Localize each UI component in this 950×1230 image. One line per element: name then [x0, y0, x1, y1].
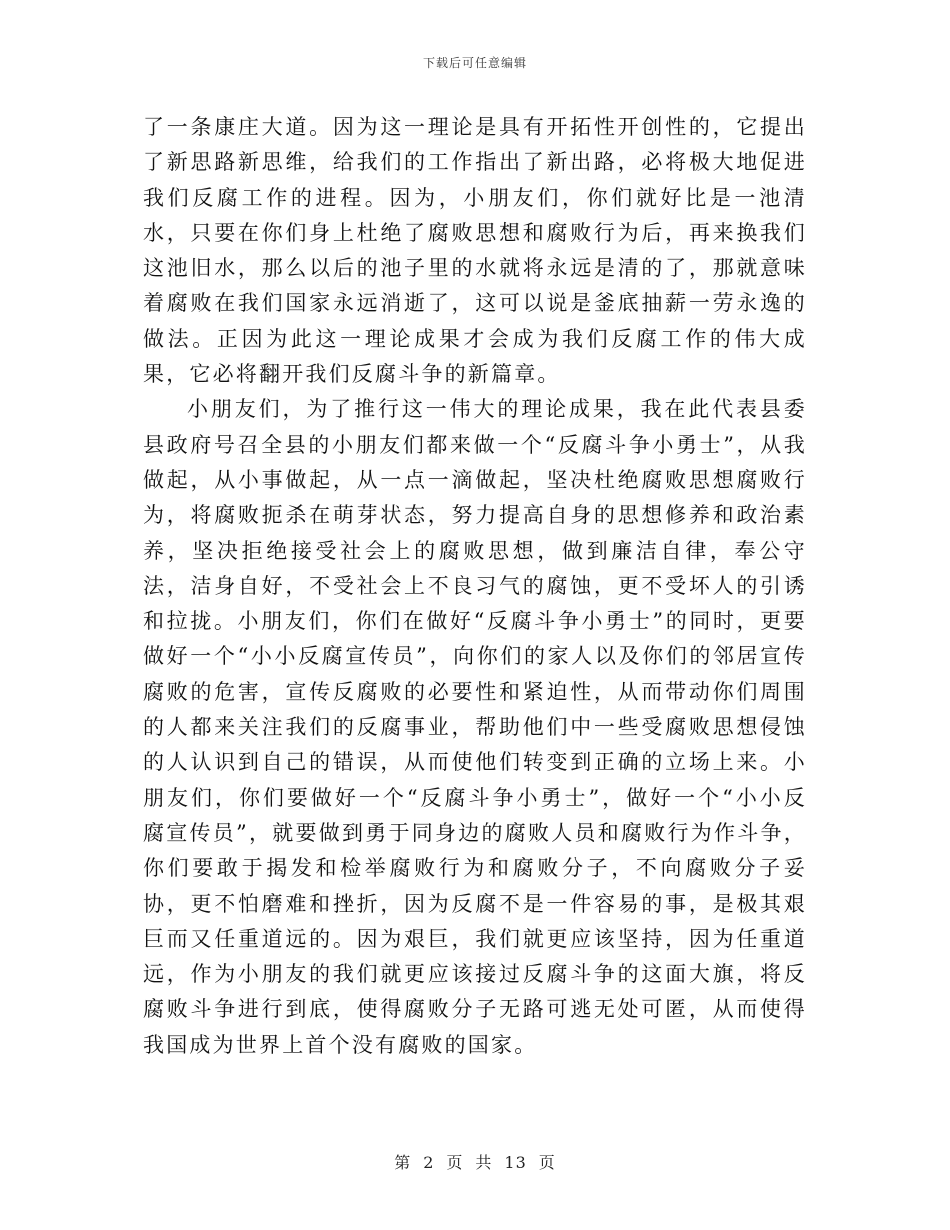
- footer-current-page: 2: [423, 1153, 435, 1172]
- footer-label-ye2: 页: [538, 1153, 556, 1172]
- document-body: [143, 110, 807, 1063]
- header-note: 下载后可任意编辑: [422, 56, 527, 70]
- footer-label-di: 第: [394, 1153, 412, 1172]
- footer-label-gong: 共: [475, 1153, 493, 1172]
- footer-total-pages: 13: [504, 1153, 527, 1172]
- paragraph-2: 小朋友们，为了推行这一伟大的理论成果，我在此代表县委县政府号召全县的小朋友们都来做一个“反腐斗争小勇士”，从我做起，从小事做起，从一点一滴做起，坚决杜绝腐败思想腐败行为，将腐败扼杀在萌芽状态，努力提高自身的思想修养和政治素养，坚决拒绝接受社会上的腐败思想，做到廉洁自律，奉公守法，洁身自好，不受社会上不良习气的腐蚀，更不受坏人的引诱和拉拢。小朋友们，你们在做好“反腐斗争小勇士”的同时，更要做好一个“小小反腐宣传员”，向你们的家人以及你们的邻居宣传腐败的危害，宣传反腐败的必要性和紧迫性，从而带动你们周围的人都来关注我们的反腐事业，帮助他们中一些受腐败思想侵蚀的人认识到自己的错误，从而使他们转变到正确的立场上来。小朋友们，你们要做好一个“反腐斗争小勇士”，做好一个“小小反腐宣传员”，就要做到勇于同身边的腐败人员和腐败行为作斗争，你们要敢于揭发和检举腐败行为和腐败分子，不向腐败分子妥协，更不怕磨难和挫折，因为反腐不是一件容易的事，是极其艰巨而又任重道远的。因为艰巨，我们就更应该坚持，因为任重道远，作为小朋友的我们就更应该接过反腐斗争的这面大旗，将反腐败斗争进行到底，使得腐败分子无路可逃无处可匿，从而使得我国成为世界上首个没有腐败的国家。: [143, 397, 807, 1057]
- paragraph-1: 了一条康庄大道。因为这一理论是具有开拓性开创性的，它提出了新思路新思维，给我们的工作指出了新出路，必将极大地促进我们反腐工作的进程。因为，小朋友们，你们就好比是一池清水，只要在你们身上杜绝了腐败思想和腐败行为后，再来换我们这池旧水，那么以后的池子里的水就将永远是清的了，那就意味着腐败在我们国家永远消逝了，这可以说是釜底抽薪一劳永逸的做法。正因为此这一理论成果才会成为我们反腐工作的伟大成果，它必将翻开我们反腐斗争的新篇章。: [143, 115, 807, 387]
- page-footer: [0, 1150, 950, 1173]
- page-header: [0, 54, 950, 71]
- footer-label-ye: 页: [446, 1153, 464, 1172]
